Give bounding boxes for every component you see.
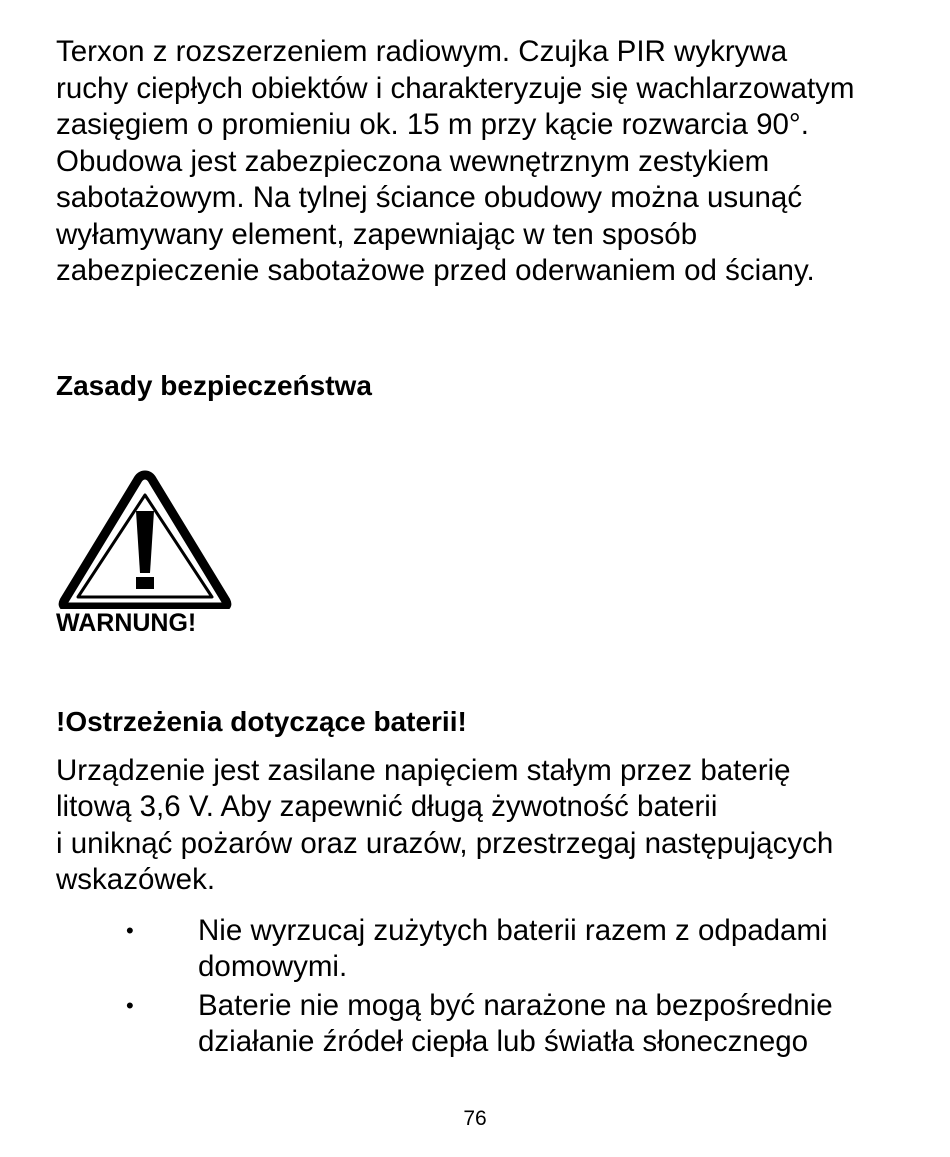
intro-line: wyłamywany element, zapewniając w ten sposób (56, 217, 698, 251)
bullet-icon: • (126, 917, 134, 943)
intro-line: Terxon z rozszerzeniem radiowym. Czujka PIR wykrywa (56, 35, 788, 68)
intro-line: sabotażowym. Na tylnej ściance obudowy można usunąć (56, 181, 803, 214)
list-item (56, 988, 906, 1061)
list-item-line: Nie wyrzucaj zużytych baterii razem z odpadami (198, 913, 828, 947)
intro-line: Obudowa jest zabezpieczona wewnętrznym zestykiem (56, 144, 770, 178)
battery-intro-line: Urządzenie jest zasilane napięciem stałym przez baterię (56, 753, 791, 787)
battery-intro-paragraph (56, 753, 906, 899)
battery-intro-line: litową 3,6 V. Aby zapewnić długą żywotność baterii (56, 790, 718, 823)
intro-line: zabezpieczenie sabotażowe przed oderwaniem od ściany. (56, 254, 815, 287)
warning-label: WARNUNG! (56, 608, 197, 637)
document-page (56, 34, 906, 1063)
battery-rules-list (56, 913, 906, 1061)
warning-triangle-icon (56, 469, 234, 609)
list-item-line: Baterie nie mogą być narażone na bezpośrednie (198, 988, 833, 1022)
list-item (56, 913, 906, 986)
intro-line: ruchy ciepłych obiektów i charakteryzuje się wachlarzowatym (56, 71, 855, 105)
battery-warnings-heading: !Ostrzeżenia dotyczące baterii! (56, 705, 467, 737)
safety-heading: Zasady bezpieczeństwa (56, 369, 372, 401)
battery-intro-line: i uniknąć pożarów oraz urazów, przestrzegaj następujących (56, 826, 834, 860)
intro-paragraph (56, 34, 906, 290)
list-item-line: działanie źródeł ciepła lub światła słonecznego (198, 1025, 809, 1058)
bullet-icon: • (126, 992, 134, 1018)
warning-sign (56, 469, 234, 649)
page-number: 76 (463, 1107, 487, 1130)
intro-line: zasięgiem o promieniu ok. 15 m przy kącie rozwarcia 90°. (56, 108, 809, 141)
battery-intro-line: wskazówek. (56, 863, 216, 896)
list-item-line: domowymi. (198, 950, 348, 983)
